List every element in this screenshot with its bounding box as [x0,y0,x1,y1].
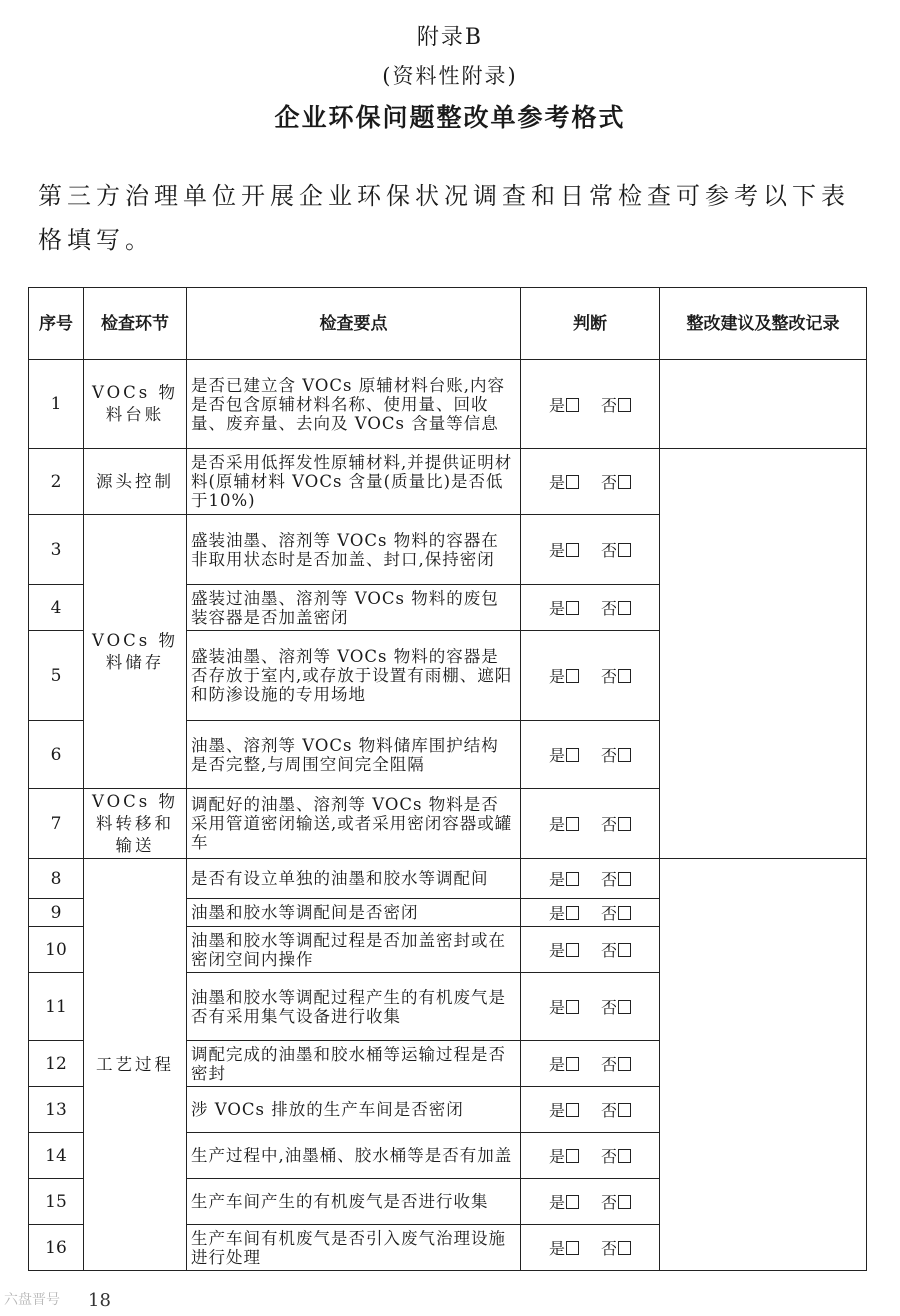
no-label: 否 [601,599,618,618]
inspection-table [28,287,867,1271]
inspection-stage: VOCs 物料台账 [84,360,187,449]
page-number: 18 [88,1290,111,1311]
no-checkbox-icon[interactable] [618,872,631,886]
yes-label: 是 [548,599,565,618]
no-checkbox-icon[interactable] [618,475,631,489]
yes-label: 是 [548,904,565,923]
yes-checkbox-icon[interactable] [566,1057,579,1071]
no-label: 否 [601,1239,618,1258]
yes-checkbox-icon[interactable] [566,943,579,957]
yes-option[interactable] [549,538,579,561]
yes-option[interactable] [549,470,579,493]
no-checkbox-icon[interactable] [618,1000,631,1014]
inspection-point: 油墨和胶水等调配过程产生的有机废气是否有采用集气设备进行收集 [187,973,521,1041]
no-option[interactable] [601,1098,631,1121]
no-label: 否 [601,904,618,923]
yes-checkbox-icon[interactable] [566,669,579,683]
yes-checkbox-icon[interactable] [566,1149,579,1163]
no-label: 否 [601,1147,618,1166]
yes-label: 是 [548,1055,565,1074]
judgement-cell [521,927,660,973]
yes-label: 是 [548,1193,565,1212]
yes-label: 是 [548,541,565,560]
header-stage: 检查环节 [84,288,187,360]
judgement-cell [521,1225,660,1271]
inspection-point: 生产车间有机废气是否引入废气治理设施进行处理 [187,1225,521,1271]
appendix-type: (资料性附录) [382,64,518,88]
yes-checkbox-icon[interactable] [566,601,579,615]
yes-checkbox-icon[interactable] [566,817,579,831]
no-checkbox-icon[interactable] [618,906,631,920]
yes-checkbox-icon[interactable] [566,872,579,886]
no-label: 否 [601,870,618,889]
judgement-cell [521,515,660,585]
row-number: 3 [29,515,84,585]
no-option[interactable] [601,995,631,1018]
judgement-cell [521,585,660,631]
yes-option[interactable] [549,938,579,961]
table-header-row [29,288,867,360]
yes-label: 是 [548,667,565,686]
yes-checkbox-icon[interactable] [566,398,579,412]
no-label: 否 [601,667,618,686]
intro-paragraph: 第三方治理单位开展企业环保状况调查和日常检查可参考以下表格填写。 [38,182,850,254]
no-checkbox-icon[interactable] [618,1195,631,1209]
document-title: 企业环保问题整改单参考格式 [274,103,626,132]
no-checkbox-icon[interactable] [618,398,631,412]
table-row [29,449,867,515]
yes-option[interactable] [549,596,579,619]
inspection-stage: VOCs 物料储存 [84,515,187,789]
header-judge: 判断 [521,288,660,360]
suggestion-cell[interactable] [660,859,867,1271]
inspection-point: 油墨和胶水等调配间是否密闭 [187,899,521,927]
row-number: 16 [29,1225,84,1271]
yes-label: 是 [548,1147,565,1166]
inspection-point: 涉 VOCs 排放的生产车间是否密闭 [187,1087,521,1133]
no-label: 否 [601,941,618,960]
no-option[interactable] [601,596,631,619]
no-checkbox-icon[interactable] [618,1241,631,1255]
inspection-point: 盛装油墨、溶剂等 VOCs 物料的容器是否存放于室内,或存放于设置有雨棚、遮阳和防渗设施的专用场地 [187,631,521,721]
header-suggestion: 整改建议及整改记录 [660,288,867,360]
row-number: 13 [29,1087,84,1133]
row-number: 2 [29,449,84,515]
suggestion-cell[interactable] [660,449,867,859]
yes-label: 是 [548,473,565,492]
yes-option[interactable] [549,867,579,890]
row-number: 15 [29,1179,84,1225]
yes-option[interactable] [549,1052,579,1075]
yes-option[interactable] [549,1190,579,1213]
no-option[interactable] [601,867,631,890]
row-number: 8 [29,859,84,899]
yes-checkbox-icon[interactable] [566,543,579,557]
watermark-logo: 六盘晋号 [4,1292,60,1308]
yes-option[interactable] [549,901,579,924]
inspection-point: 是否已建立含 VOCs 原辅材料台账,内容是否包含原辅材料名称、使用量、回收量、废弃量、去向及 VOCs 含量等信息 [187,360,521,449]
inspection-point: 生产过程中,油墨桶、胶水桶等是否有加盖 [187,1133,521,1179]
row-number: 7 [29,789,84,859]
yes-option[interactable] [549,1098,579,1121]
judgement-cell [521,721,660,789]
yes-option[interactable] [549,995,579,1018]
no-checkbox-icon[interactable] [618,1149,631,1163]
no-checkbox-icon[interactable] [618,748,631,762]
row-number: 12 [29,1041,84,1087]
no-checkbox-icon[interactable] [618,543,631,557]
inspection-stage: 源头控制 [84,449,187,515]
no-label: 否 [601,541,618,560]
judgement-cell [521,789,660,859]
yes-option[interactable] [549,1144,579,1167]
no-option[interactable] [601,743,631,766]
judgement-cell [521,899,660,927]
no-label: 否 [601,1055,618,1074]
yes-checkbox-icon[interactable] [566,475,579,489]
yes-label: 是 [548,395,565,415]
yes-label: 是 [548,941,565,960]
judgement-cell [521,1179,660,1225]
inspection-stage: 工艺过程 [84,859,187,1271]
yes-option[interactable] [549,743,579,766]
judgement-cell [521,631,660,721]
no-option[interactable] [601,470,631,493]
no-label: 否 [601,395,618,415]
judgement-cell [521,1087,660,1133]
yes-checkbox-icon[interactable] [566,1000,579,1014]
row-number: 10 [29,927,84,973]
yes-checkbox-icon[interactable] [566,906,579,920]
inspection-stage: VOCs 物料转移和输送 [84,789,187,859]
no-checkbox-icon[interactable] [618,817,631,831]
yes-checkbox-icon[interactable] [566,1103,579,1117]
judgement-cell [521,360,660,449]
row-number: 1 [29,360,84,449]
row-number: 14 [29,1133,84,1179]
appendix-label: 附录B [416,25,484,50]
judgement-cell [521,859,660,899]
inspection-point: 油墨、溶剂等 VOCs 物料储库围护结构是否完整,与周围空间完全阻隔 [187,721,521,789]
suggestion-cell[interactable] [660,360,867,449]
inspection-point: 调配好的油墨、溶剂等 VOCs 物料是否采用管道密闭输送,或者采用密闭容器或罐车 [187,789,521,859]
no-option[interactable] [601,1052,631,1075]
no-checkbox-icon[interactable] [618,1103,631,1117]
header-point: 检查要点 [187,288,521,360]
yes-label: 是 [548,870,565,889]
inspection-point: 油墨和胶水等调配过程是否加盖密封或在密闭空间内操作 [187,927,521,973]
yes-checkbox-icon[interactable] [566,1195,579,1209]
judgement-cell [521,449,660,515]
row-number: 4 [29,585,84,631]
no-option[interactable] [601,664,631,687]
yes-option[interactable] [549,664,579,687]
judgement-cell [521,1133,660,1179]
table-row [29,859,867,899]
row-number: 11 [29,973,84,1041]
no-checkbox-icon[interactable] [618,669,631,683]
inspection-point: 是否有设立单独的油墨和胶水等调配间 [187,859,521,899]
no-option[interactable] [601,938,631,961]
row-number: 5 [29,631,84,721]
yes-checkbox-icon[interactable] [566,748,579,762]
no-label: 否 [601,746,618,765]
inspection-point: 是否采用低挥发性原辅材料,并提供证明材料(原辅材料 VOCs 含量(质量比)是否低于10%) [187,449,521,515]
no-option[interactable] [601,1144,631,1167]
yes-option[interactable] [549,393,579,416]
judgement-cell [521,973,660,1041]
no-label: 否 [601,1101,618,1120]
no-checkbox-icon[interactable] [618,601,631,615]
yes-checkbox-icon[interactable] [566,1241,579,1255]
table-row [29,360,867,449]
yes-label: 是 [548,1101,565,1120]
yes-label: 是 [548,746,565,765]
no-label: 否 [601,815,618,834]
row-number: 9 [29,899,84,927]
no-label: 否 [601,473,618,492]
inspection-point: 生产车间产生的有机废气是否进行收集 [187,1179,521,1225]
yes-option[interactable] [549,812,579,835]
no-option[interactable] [601,393,631,416]
no-label: 否 [601,1193,618,1212]
no-option[interactable] [601,812,631,835]
inspection-point: 调配完成的油墨和胶水桶等运输过程是否密封 [187,1041,521,1087]
no-label: 否 [601,998,618,1017]
no-option[interactable] [601,1190,631,1213]
yes-option[interactable] [549,1236,579,1259]
no-checkbox-icon[interactable] [618,943,631,957]
inspection-point: 盛装过油墨、溶剂等 VOCs 物料的废包装容器是否加盖密闭 [187,585,521,631]
judgement-cell [521,1041,660,1087]
row-number: 6 [29,721,84,789]
inspection-point: 盛装油墨、溶剂等 VOCs 物料的容器在非取用状态时是否加盖、封口,保持密闭 [187,515,521,585]
no-option[interactable] [601,538,631,561]
yes-label: 是 [548,1239,565,1258]
no-checkbox-icon[interactable] [618,1057,631,1071]
yes-label: 是 [548,815,565,834]
yes-label: 是 [548,998,565,1017]
no-option[interactable] [601,1236,631,1259]
no-option[interactable] [601,901,631,924]
header-seq: 序号 [29,288,84,360]
